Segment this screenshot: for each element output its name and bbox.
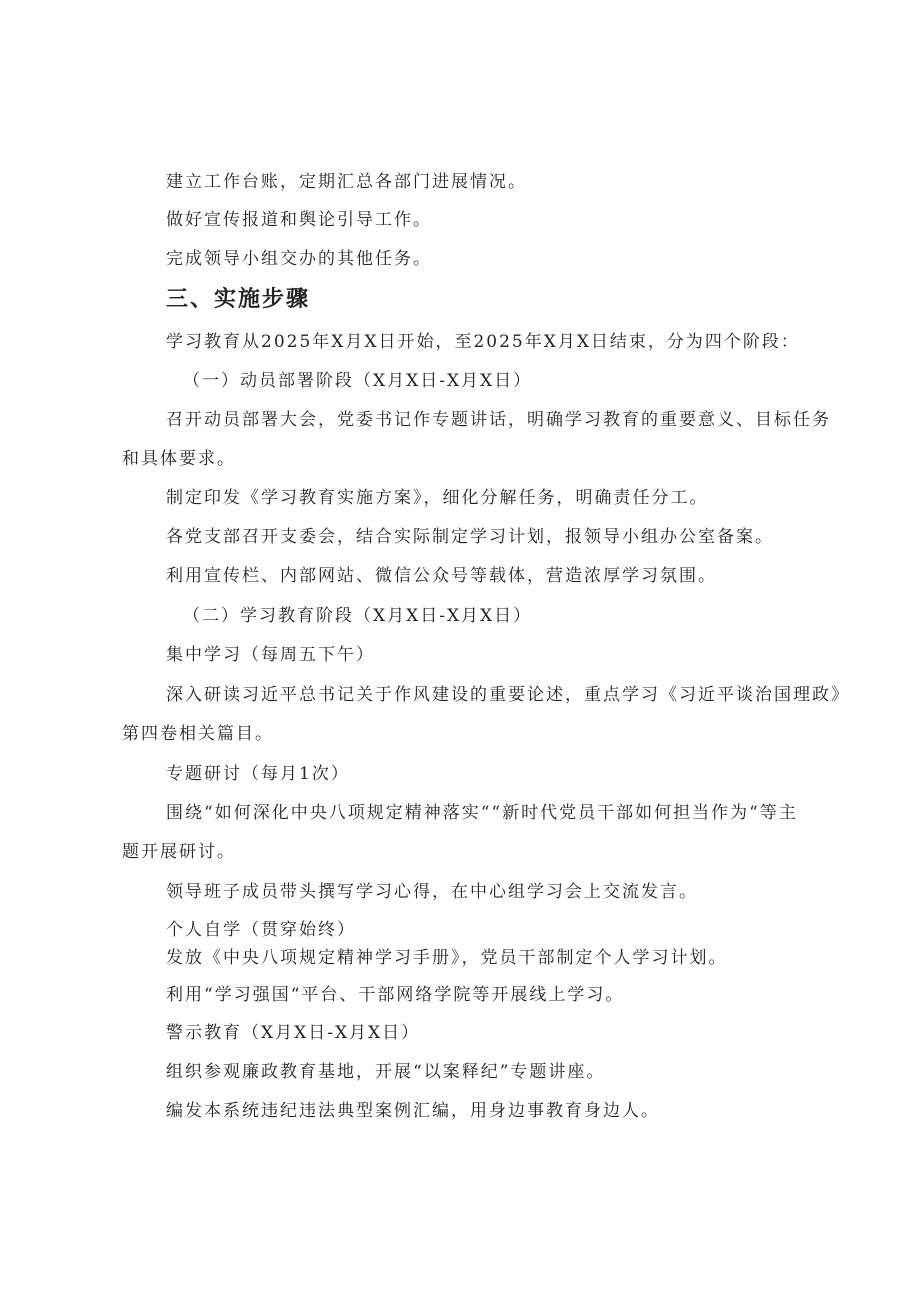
item-heading: 专题研讨（每月1次） xyxy=(166,764,350,784)
paragraph: 各党支部召开支委会，结合实际制定学习计划，报领导小组办公室备案。 xyxy=(166,527,774,547)
paragraph: 组织参观廉政教育基地，开展“以案释纪”专题讲座。 xyxy=(166,1062,606,1082)
item-heading: 警示教育（X月X日-X月X日） xyxy=(166,1023,421,1043)
paragraph: 利用“学习强国“平台、干部网络学院等开展线上学习。 xyxy=(166,985,625,1005)
paragraph: 编发本系统违纪违法典型案例汇编，用身边事教育身边人。 xyxy=(166,1101,660,1121)
paragraph: 领导班子成员带头撰写学习心得，在中心组学习会上交流发言。 xyxy=(166,882,698,902)
item-heading: 集中学习（每周五下午） xyxy=(166,645,375,665)
paragraph: 完成领导小组交办的其他任务。 xyxy=(166,249,432,269)
paragraph: 学习教育从2025年X月X日开始，至2025年X月X日结束，分为四个阶段： xyxy=(166,332,800,352)
paragraph: 利用宣传栏、内部网站、微信公众号等载体，营造浓厚学习氛围。 xyxy=(166,566,717,586)
paragraph: 召开动员部署大会，党委书记作专题讲话，明确学习教育的重要意义、目标任务 xyxy=(166,410,831,430)
item-heading: 个人自学（贯穿始终） xyxy=(166,920,356,940)
paragraph: 发放《中央八项规定精神学习手册》，党员干部制定个人学习计划。 xyxy=(166,948,728,968)
paragraph: 围绕“如何深化中央八项规定精神落实““新时代党员干部如何担当作为“等主 xyxy=(166,803,798,823)
section-heading: 三、实施步骤 xyxy=(166,287,311,312)
subsection-heading: （二）学习教育阶段（X月X日-X月X日） xyxy=(183,606,533,626)
paragraph: 做好宣传报道和舆论引导工作。 xyxy=(166,210,432,230)
paragraph: 制定印发《学习教育实施方案》，细化分解任务，明确责任分工。 xyxy=(166,488,709,508)
subsection-heading: （一）动员部署阶段（X月X日-X月X日） xyxy=(183,371,533,391)
paragraph-continuation: 题开展研讨。 xyxy=(122,842,236,862)
paragraph-continuation: 第四卷相关篇目。 xyxy=(122,724,274,744)
paragraph: 建立工作台账，定期汇总各部门进展情况。 xyxy=(166,172,527,192)
paragraph: 深入研读习近平总书记关于作风建设的重要论述，重点学习《习近平谈治国理政》 xyxy=(166,685,850,705)
paragraph-continuation: 和具体要求。 xyxy=(122,449,236,469)
